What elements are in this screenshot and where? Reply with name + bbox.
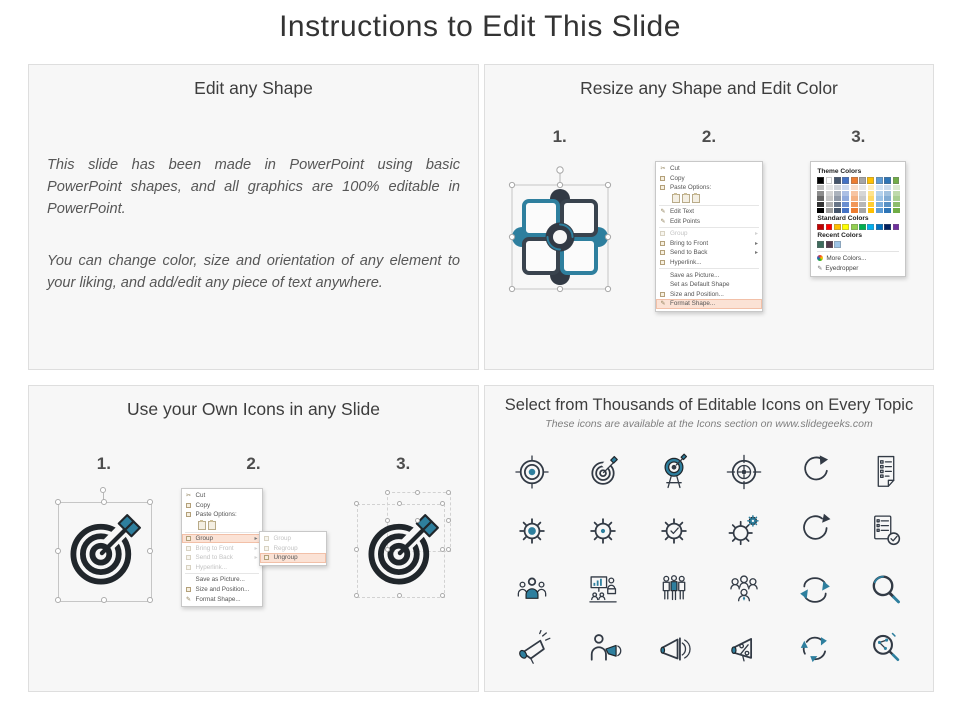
menu-item-copy[interactable] (182, 501, 262, 511)
magnifier-icon[interactable] (850, 560, 921, 619)
selection-handle[interactable] (147, 548, 153, 554)
step-number: 1. (552, 127, 567, 146)
quadrant-shape-graphic (496, 161, 624, 295)
menu-item-hyperlink[interactable] (182, 563, 262, 573)
selection-handle[interactable] (147, 499, 153, 505)
menu-item-hyperlink[interactable] (656, 258, 762, 268)
gear-filled-icon[interactable] (497, 501, 568, 560)
icons-step-2 (179, 454, 329, 607)
panel-subheading: These icons are available at the Icons section on www.slidegeeks.com (545, 418, 873, 430)
picker-divider (817, 251, 899, 252)
submenu-arrow-icon: ▸ (254, 545, 258, 552)
selection-handle[interactable] (55, 499, 61, 505)
panel-edit-any-shape (28, 64, 479, 370)
menu-item-label: Save as Picture... (195, 576, 245, 584)
gear-dot-icon[interactable] (568, 501, 639, 560)
submenu-item-ungroup[interactable] (260, 553, 326, 563)
cut-icon: ✂ (185, 493, 192, 500)
resize-step-1 (485, 127, 634, 312)
menu-item-send-to-back[interactable] (182, 553, 262, 563)
menu-item-label: Size and Position... (669, 290, 724, 298)
menu-item-label: Regroup (273, 544, 298, 552)
rotate-arrow-icon[interactable] (780, 442, 851, 501)
icon-grid (497, 442, 921, 678)
copy-icon (659, 175, 667, 182)
menu-item-label: Copy (195, 501, 211, 509)
slide-title: Instructions to Edit This Slide (279, 10, 681, 43)
menu-item-save-as-picture[interactable] (182, 575, 262, 585)
bring-front-icon (185, 545, 193, 552)
crosshair-scope-icon[interactable] (709, 442, 780, 501)
menu-item-label: Edit Text (669, 208, 695, 216)
panel-heading: Use your Own Icons in any Slide (127, 399, 380, 419)
icon-context-menu (181, 488, 263, 607)
menu-item-label: Group (669, 230, 688, 238)
menu-item-format-shape[interactable] (656, 299, 762, 309)
shape-context-menu (655, 161, 763, 312)
menu-item-label: Paste Options: (669, 184, 712, 192)
icons-step-1 (29, 454, 179, 607)
edit-text-icon: ✎ (660, 209, 666, 216)
selection-handle[interactable] (55, 597, 61, 603)
paste-option-icon[interactable] (682, 194, 690, 203)
default-shape-icon (659, 281, 667, 288)
menu-item-label: Group (195, 535, 214, 543)
audience-group-icon[interactable] (709, 560, 780, 619)
recent-colors-label: Recent Colors (817, 232, 863, 240)
sync-arrows-icon[interactable] (780, 560, 851, 619)
menu-item-label: Set as Default Shape (669, 281, 730, 289)
format-shape-icon: ✎ (660, 301, 666, 308)
refresh-arrow-icon[interactable] (780, 501, 851, 560)
menu-item-paste-options[interactable] (656, 183, 762, 193)
document-list-icon[interactable] (850, 442, 921, 501)
menu-item-cut[interactable] (656, 164, 762, 174)
eyedropper-item[interactable] (817, 263, 899, 273)
hyperlink-icon (659, 259, 667, 266)
group-icon (659, 230, 667, 237)
step-number: 2. (246, 454, 261, 473)
size-position-icon (185, 586, 193, 593)
ungrouped-target-icon[interactable] (347, 488, 459, 606)
target-dart-graphic (364, 513, 440, 589)
menu-item-label: Cut (669, 165, 680, 173)
resize-step-2 (634, 127, 783, 312)
cycle-arrows-icon[interactable] (780, 619, 851, 678)
step-number: 1. (96, 454, 111, 473)
more-colors-item[interactable] (817, 253, 899, 263)
menu-separator (185, 573, 259, 574)
menu-item-label: Format Shape... (195, 595, 241, 603)
menu-item-label: Paste Options: (195, 511, 237, 519)
team-leader-icon[interactable] (497, 560, 568, 619)
menu-item-group[interactable] (182, 534, 262, 544)
step-number: 3. (396, 454, 411, 473)
selection-handle[interactable] (55, 548, 61, 554)
gear-check-icon[interactable] (638, 501, 709, 560)
own-icons-steps-row (29, 454, 478, 607)
submenu-arrow-icon: ▸ (754, 250, 758, 257)
paste-options-icons (656, 193, 762, 204)
selected-quadrant-shape[interactable] (496, 161, 624, 300)
menu-item-format-shape[interactable] (182, 594, 262, 604)
person-announcement-icon[interactable] (568, 619, 639, 678)
format-shape-icon: ✎ (185, 596, 192, 603)
edit-points-icon: ✎ (660, 218, 666, 225)
color-picker-panel (810, 161, 906, 277)
team-standing-icon[interactable] (638, 560, 709, 619)
send-back-icon (185, 554, 193, 561)
megaphone-waves-icon[interactable] (638, 619, 709, 678)
paste-icon (185, 511, 193, 518)
panel-heading: Select from Thousands of Editable Icons on Every Topic (504, 396, 914, 414)
color-wheel-icon (817, 255, 823, 261)
menu-item-label: Size and Position... (195, 586, 250, 594)
body-paragraph-2: You can change color, size and orientation of any element to your liking, and add/edit any piece of text anywhere. (47, 252, 460, 291)
submenu-item-regroup[interactable] (260, 544, 326, 554)
menu-item-send-to-back[interactable] (656, 248, 762, 258)
paste-option-icon[interactable] (208, 521, 216, 530)
menu-item-size-and-position[interactable] (182, 585, 262, 595)
menu-item-set-default-shape[interactable] (656, 280, 762, 290)
menu-separator (185, 532, 259, 533)
eyedropper-icon: ✎ (817, 265, 823, 272)
megaphone-offer-icon[interactable] (709, 619, 780, 678)
target-dart-graphic (66, 513, 142, 589)
submenu-arrow-icon: ▸ (254, 536, 258, 543)
menu-item-label: Save as Picture... (669, 271, 720, 279)
eyedropper-label: Eyedropper (825, 264, 859, 272)
menu-item-label: Copy (669, 174, 685, 182)
resize-steps-row (485, 127, 933, 312)
recent-colors-row[interactable] (817, 241, 899, 248)
save-picture-icon (185, 576, 193, 583)
bring-front-icon (659, 240, 667, 247)
menu-item-label: Group (273, 535, 292, 543)
menu-item-label: Edit Points (669, 217, 701, 225)
menu-item-bring-to-front[interactable] (182, 543, 262, 553)
resize-step-3 (784, 127, 933, 312)
selection-handle[interactable] (147, 597, 153, 603)
menu-item-label: Send to Back (195, 554, 233, 562)
menu-item-group[interactable] (656, 229, 762, 239)
menu-item-edit-text[interactable] (656, 207, 762, 217)
group-context-menu-wrap (181, 488, 327, 607)
icons-step-3 (328, 454, 478, 607)
magnifier-network-icon[interactable] (850, 619, 921, 678)
megaphone-announcement-icon[interactable] (497, 619, 568, 678)
menu-item-label: Cut (195, 492, 206, 500)
menu-item-edit-points[interactable] (656, 216, 762, 226)
menu-item-label: Format Shape... (669, 300, 716, 308)
standard-colors-row[interactable] (817, 224, 899, 231)
menu-item-label: Bring to Front (669, 239, 709, 247)
menu-separator (659, 205, 759, 206)
menu-item-copy[interactable] (656, 174, 762, 184)
menu-separator (659, 227, 759, 228)
menu-item-label: Send to Back (669, 249, 708, 257)
target-board-icon[interactable] (638, 442, 709, 501)
paste-options-icons (182, 520, 262, 531)
target-dart-icon[interactable] (568, 442, 639, 501)
selected-target-icon[interactable] (52, 488, 156, 606)
panel-own-icons (28, 385, 479, 692)
group-icon (185, 535, 193, 542)
save-picture-icon (659, 272, 667, 279)
hyperlink-icon (185, 564, 193, 571)
more-colors-label: More Colors... (826, 254, 867, 262)
menu-item-label: Ungroup (273, 554, 298, 562)
target-crosshair-icon[interactable] (497, 442, 568, 501)
menu-item-label: Hyperlink... (195, 563, 227, 571)
panel-heading: Resize any Shape and Edit Color (580, 78, 838, 98)
selection-handle[interactable] (101, 499, 107, 505)
size-position-icon (659, 291, 667, 298)
selection-handle[interactable] (101, 597, 107, 603)
menu-item-paste-options[interactable] (182, 510, 262, 520)
gear-pair-icon[interactable] (709, 501, 780, 560)
checklist-approved-icon[interactable] (850, 501, 921, 560)
theme-colors-row[interactable] (817, 177, 899, 184)
menu-separator (659, 268, 759, 269)
panel-icon-library (484, 385, 934, 692)
group-icon (263, 535, 271, 542)
step-number: 2. (701, 127, 717, 146)
submenu-arrow-icon: ▸ (254, 555, 258, 562)
paste-icon (659, 184, 667, 191)
body-paragraph-1: This slide has been made in PowerPoint using basic PowerPoint shapes, and all graphics are 100% editable in PowerPoint. (47, 157, 460, 217)
regroup-icon (263, 545, 271, 552)
menu-item-cut[interactable] (182, 491, 262, 501)
group-submenu (259, 531, 327, 566)
ungroup-icon (263, 554, 271, 561)
paste-option-icon[interactable] (672, 194, 680, 203)
standard-colors-label: Standard Colors (817, 214, 869, 222)
theme-tint-grid[interactable] (817, 185, 900, 212)
presentation-meeting-icon[interactable] (568, 560, 639, 619)
submenu-arrow-icon: ▸ (754, 240, 758, 247)
menu-item-size-and-position[interactable] (656, 290, 762, 300)
menu-item-label: Bring to Front (195, 544, 234, 552)
paste-option-icon[interactable] (692, 194, 700, 203)
submenu-arrow-icon: ▸ (754, 231, 758, 238)
menu-item-save-as-picture[interactable] (656, 270, 762, 280)
cut-icon: ✂ (660, 166, 666, 173)
panel-heading: Edit any Shape (194, 78, 313, 98)
panel-resize-shape (484, 64, 934, 370)
menu-item-label: Hyperlink... (669, 259, 702, 267)
send-back-icon (659, 249, 667, 256)
step-number: 3. (851, 127, 866, 146)
theme-colors-label: Theme Colors (817, 168, 862, 175)
copy-icon (185, 502, 193, 509)
submenu-item-group[interactable] (260, 534, 326, 544)
rotation-handle[interactable] (100, 487, 106, 493)
paste-option-icon[interactable] (198, 521, 206, 530)
menu-item-bring-to-front[interactable] (656, 239, 762, 249)
